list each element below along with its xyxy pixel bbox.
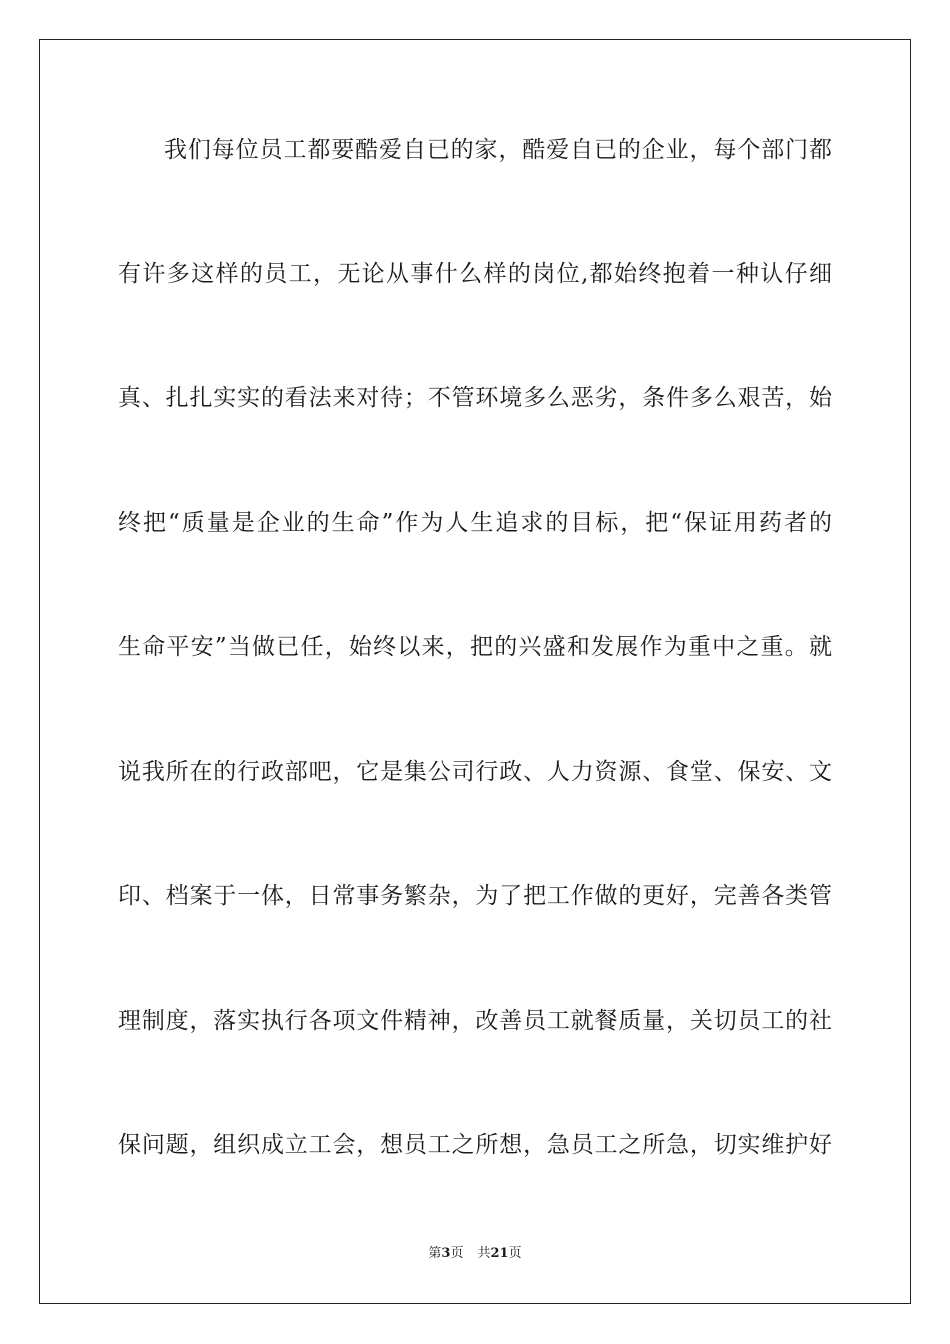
page-prefix: 第 bbox=[428, 1246, 442, 1261]
text-line: 印、档案于一体，日常事务繁杂，为了把工作做的更好，完善各类管 bbox=[118, 883, 832, 909]
page-indicator bbox=[428, 1246, 463, 1261]
page-number: 3 bbox=[441, 1246, 451, 1261]
total-pages-indicator bbox=[477, 1246, 521, 1261]
page-footer bbox=[0, 1245, 950, 1263]
page-suffix: 页 bbox=[450, 1246, 464, 1261]
total-suffix: 页 bbox=[508, 1246, 522, 1261]
text-line: 生命平安”当做已任，始终以来，把的兴盛和发展作为重中之重。就 bbox=[118, 634, 832, 660]
text-line: 理制度，落实执行各项文件精神，改善员工就餐质量，关切员工的社 bbox=[118, 1008, 832, 1034]
text-line: 终把“质量是企业的生命”作为人生追求的目标，把“保证用药者的 bbox=[118, 510, 832, 536]
text-line: 真、扎扎实实的看法来对待；不管环境多么恶劣，条件多么艰苦，始 bbox=[118, 385, 832, 411]
page-border bbox=[39, 39, 911, 1304]
text-line: 我们每位员工都要酷爱自已的家，酷爱自已的企业，每个部门都 bbox=[164, 137, 832, 163]
text-line: 说我所在的行政部吧，它是集公司行政、人力资源、食堂、保安、文 bbox=[118, 759, 832, 785]
total-prefix: 共 bbox=[477, 1246, 491, 1261]
text-line: 保问题，组织成立工会，想员工之所想，急员工之所急，切实维护好 bbox=[118, 1132, 832, 1158]
total-pages: 21 bbox=[490, 1246, 509, 1261]
text-line: 有许多这样的员工，无论从事什么样的岗位,都始终抱着一种认仔细 bbox=[118, 261, 832, 287]
